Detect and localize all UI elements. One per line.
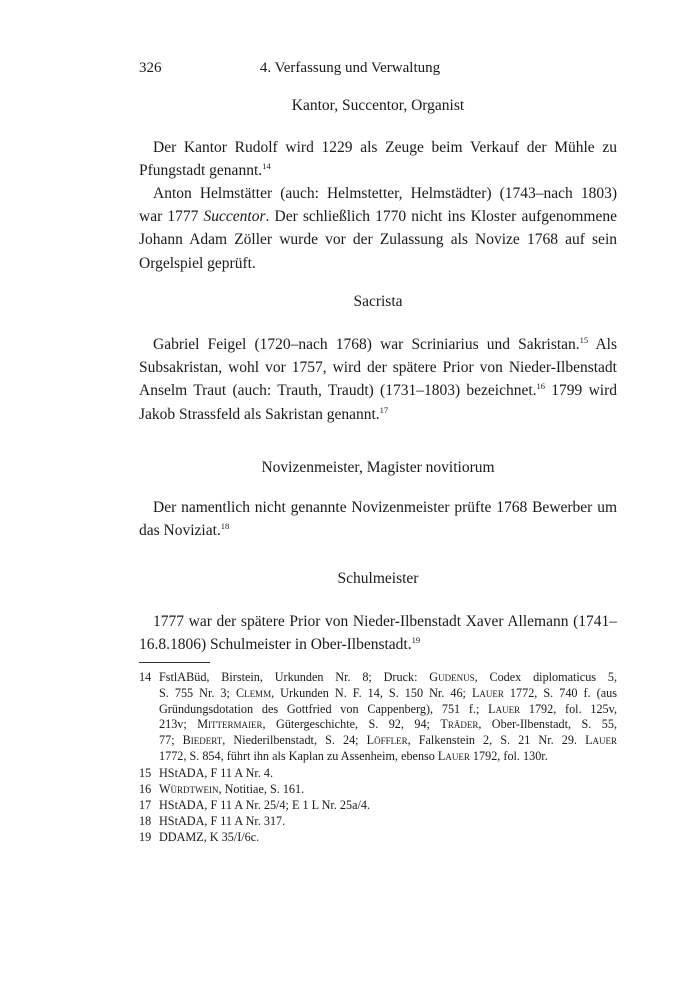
footnote-number: 14 bbox=[139, 670, 152, 684]
footnote-separator bbox=[139, 662, 210, 663]
footnote-18: 18 HStADA, F 11 A Nr. 317. bbox=[139, 814, 286, 828]
footnote-16: 16 Würdtwein, Notitiae, S. 161. bbox=[139, 782, 305, 796]
footnote-ref-19[interactable]: 19 bbox=[411, 635, 421, 646]
section-title-schulmeister: Schulmeister bbox=[337, 570, 419, 587]
section-title-novizenmeister: Novizenmeister, Magister novitiorum bbox=[261, 459, 495, 476]
footnote-ref-14[interactable]: 14 bbox=[262, 161, 271, 172]
running-head: 4. Verfassung und Verwaltung bbox=[259, 60, 441, 76]
footnote-number: 18 bbox=[139, 814, 152, 828]
paragraph-schulmeister: 1777 war der spätere Prior von Nieder-Ilbenstadt Xaver Allemann (1741– 16.8.1806) Schulmeister in Ober-Ilbenstadt.$^{19}$ bbox=[139, 613, 617, 654]
footnote-number: 15 bbox=[139, 766, 152, 780]
footnote-ref-16[interactable]: 16 bbox=[536, 381, 546, 392]
italic-term: Succentor bbox=[203, 208, 266, 226]
paragraph-novizenmeister: Der namentlich nicht genannte Novizenmeister prüfte 1768 Bewerber um das Noviziat.$^{18}$ bbox=[139, 499, 617, 540]
footnote-15: 15 HStADA, F 11 A Nr. 4. bbox=[139, 766, 273, 780]
footnote-ref-18[interactable]: 18 bbox=[220, 521, 230, 532]
footnote-number: 17 bbox=[139, 798, 152, 812]
page-number: 326 bbox=[139, 60, 162, 76]
section-title-sacrista: Sacrista bbox=[353, 293, 403, 310]
section-title-kantor: Kantor, Succentor, Organist bbox=[291, 97, 465, 114]
footnote-19: 19 DDAMZ, K 35/I/6c. bbox=[139, 830, 260, 844]
footnote-ref-17[interactable]: 17 bbox=[379, 404, 389, 415]
footnote-14: 14 FstlABüd, Birstein, Urkunden Nr. 8; Druck: Gudenus, Codex diplomaticus 5, S. 755 Nr. 3; Clemm, Urkunden N. F. 14, S. 150 Nr. 46; Lauer 1772, S. 740 f. (aus Gründungsdotation des Gottfried von Cappenberg), 751 f.; Lauer 1792, fol. 125v, 213v; Mittermaier, Gütergeschichte, S. 92, 94; Träder, Ober-Ilbenstadt, S. 55, 77; Biedert, Niederilbenstadt, S. 24; Löffler, Falkenstein 2, S. 21 Nr. 29. Lauer 1772, S. 854, führt ihn als Kaplan zu Assenheim, ebenso Lauer 1792, fol. 130r. bbox=[139, 670, 618, 763]
paragraph-sacrista: Gabriel Feigel (1720–nach 1768) war Scriniarius und Sakristan.$^{15}$ Als Subsakristan, wohl vor 1757, wird der spätere Prior von Nieder-Ilbenstadt Anselm Traut (auch: Trauth, Traudt) (1731–1803) bezeichnet.$^{16}$ 1799 wird Jakob Strassfeld als Sakristan genannt.$^{17}$ bbox=[139, 335, 617, 423]
footnote-number: 16 bbox=[139, 782, 152, 796]
paragraph-kantor-1: Der Kantor Rudolf wird 1229 als Zeuge beim Verkauf der Mühle zu Pfungstadt genannt.$^{14}$ bbox=[139, 139, 617, 180]
footnote-ref-15[interactable]: 15 bbox=[579, 335, 589, 345]
paragraph-kantor-2: Anton Helmstätter (auch: Helmstetter, Helmstädter) (1743–nach 1803) war 1777 Succentor. Der schließlich 1770 nicht ins Kloster aufgenommene Johann Adam Zöller wurde vor der Zulassung als Novize 1768 auf sein Orgelspiel geprüft. bbox=[139, 185, 617, 272]
footnote-17: 17 HStADA, F 11 A Nr. 25/4; E 1 L Nr. 25a/4. bbox=[139, 798, 371, 812]
footnote-number: 19 bbox=[139, 830, 152, 844]
